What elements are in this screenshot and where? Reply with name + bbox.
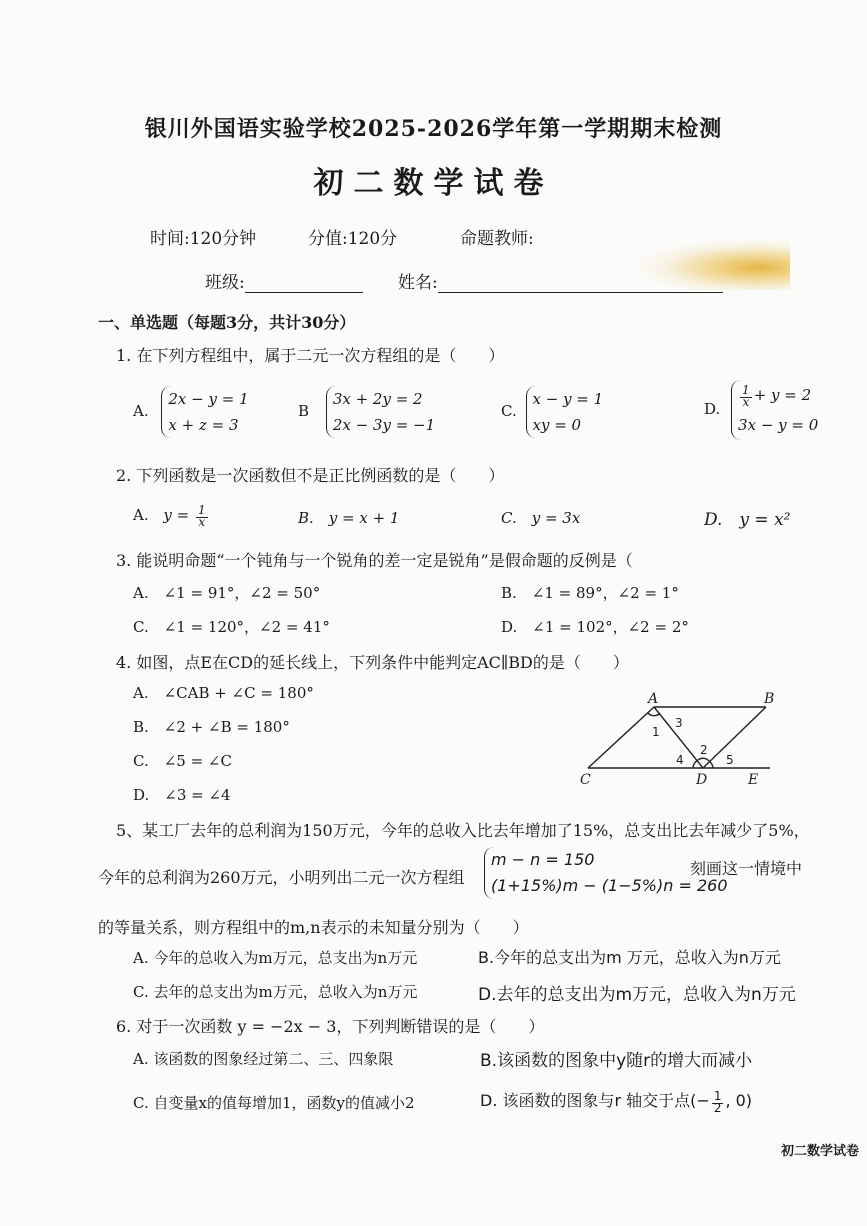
q1-option-a: A. 2x − y = 1 x + z = 3	[133, 386, 249, 438]
q5-line2-tail: 刻画这一情境中	[690, 859, 803, 878]
angle-arc	[648, 713, 660, 716]
angle-label-1: 1	[652, 725, 660, 739]
q2-option-a: A. $y = \frac{1}{x}$	[133, 503, 206, 529]
geometry-figure	[570, 690, 800, 790]
point-label-c: C	[580, 772, 591, 788]
angle-label-4: 4	[676, 753, 684, 767]
angle-label-2: 2	[700, 743, 708, 757]
q6-option-d: D. 该函数的图象与r 轴交于点(− $\frac{1}{2}$ , 0)	[480, 1088, 753, 1115]
angle-arc	[693, 760, 698, 768]
q5-option-d: D.去年的总支出为m万元，总收入为n万元	[478, 985, 796, 1005]
q3-option-c: C. ∠1 = 120°，∠2 = 41°	[133, 618, 330, 636]
angle-label-5: 5	[726, 753, 734, 767]
q3-stem: 3. 能说明命题“一个钝角与一个锐角的差一定是锐角”是假命题的反例是（	[116, 551, 633, 570]
angle-arc	[698, 758, 709, 761]
exam-title: 初二数学试卷	[313, 166, 554, 201]
exam-teacher: 命题教师:	[460, 229, 534, 249]
angle-label-3: 3	[675, 716, 683, 730]
exam-time: 时间:120分钟	[150, 229, 257, 249]
q6-option-a: A. 该函数的图象经过第二、三、四象限	[133, 1050, 394, 1068]
equation-system: $\frac{1}{x} + y = 2$ 3x − y = 0	[731, 380, 818, 440]
q1-option-d: D. $\frac{1}{x} + y = 2$ 3x − y = 0	[704, 380, 818, 440]
fraction: $\frac{1}{x}$	[742, 383, 750, 409]
name-label: 姓名:	[398, 273, 438, 293]
line-ac	[588, 707, 654, 768]
q1-option-b: B 3x + 2y = 2 2x − 3y = −1	[298, 386, 435, 438]
stain-mark	[640, 240, 790, 290]
q2-option-b: B. y = x + 1	[298, 509, 400, 527]
school-title: 银川外国语实验学校2025-2026学年第一学期期末检测	[144, 116, 723, 142]
angle-arc	[709, 761, 713, 768]
q6-option-b: B.该函数的图象中y随r的增大而减小	[480, 1051, 753, 1071]
q5-equation-system: m − n = 150 (1+15%)m − (1−5%)n = 260	[484, 847, 728, 899]
q6-option-c: C. 自变量x的值每增加1，函数y的值减小2	[133, 1094, 415, 1112]
q4-option-d: D. ∠3 = ∠4	[133, 786, 231, 804]
q4-option-c: C. ∠5 = ∠C	[133, 752, 232, 770]
q4-option-a: A. ∠CAB + ∠C = 180°	[133, 684, 314, 702]
q6-stem: 6. 对于一次函数 y = −2x − 3，下列判断错误的是（ ）	[116, 1017, 545, 1036]
q3-option-d: D. ∠1 = 102°，∠2 = 2°	[501, 618, 689, 636]
q5-option-c: C. 去年的总支出为m万元，总收入为n万元	[133, 983, 418, 1001]
q1-stem: 1. 在下列方程组中，属于二元一次方程组的是（ ）	[116, 346, 505, 365]
q2-option-c: C. y = 3x	[501, 509, 581, 527]
q4-stem: 4. 如图，点E在CD的延长线上，下列条件中能判定AC∥BD的是（ ）	[116, 653, 629, 672]
q3-option-b: B. ∠1 = 89°，∠2 = 1°	[501, 584, 679, 602]
line-bd	[703, 707, 766, 768]
q5-line3: 的等量关系，则方程组中的m,n表示的未知量分别为（ ）	[98, 918, 529, 937]
class-blank	[245, 274, 363, 293]
equation-system: x − y = 1 xy = 0	[526, 386, 604, 438]
point-label-b: B	[764, 691, 775, 707]
q5-line2: 今年的总利润为260万元，小明列出二元一次方程组	[98, 868, 465, 887]
equation-system: 2x − y = 1 x + z = 3	[161, 386, 248, 438]
q5-option-a: A. 今年的总收入为m万元，总支出为n万元	[133, 949, 418, 967]
section-title: 一、单选题（每题3分，共计30分）	[98, 313, 356, 332]
q1-option-c: C. x − y = 1 xy = 0	[501, 386, 603, 438]
equation-system: 3x + 2y = 2 2x − 3y = −1	[326, 386, 435, 438]
exam-score: 分值:120分	[308, 229, 398, 249]
q2-option-d: D. y = x²	[704, 510, 791, 530]
q3-option-a: A. ∠1 = 91°，∠2 = 50°	[133, 584, 321, 602]
fraction: $\frac{1}{2}$	[713, 1088, 722, 1115]
fraction: $\frac{1}{x}$	[197, 503, 206, 529]
page-footer: 初二数学试卷	[780, 1144, 859, 1159]
q4-option-b: B. ∠2 + ∠B = 180°	[133, 718, 290, 736]
q2-stem: 2. 下列函数是一次函数但不是正比例函数的是（ ）	[116, 466, 505, 485]
class-label: 班级:	[205, 273, 245, 293]
point-label-d: D	[696, 772, 708, 788]
point-label-e: E	[748, 772, 759, 788]
point-label-a: A	[648, 691, 659, 707]
q5-line1: 5、某工厂去年的总利润为150万元，今年的总收入比去年增加了15%，总支出比去年减少了5%，	[116, 821, 810, 840]
class-field	[205, 268, 363, 293]
q5-option-b: B.今年的总支出为m 万元，总收入为n万元	[478, 948, 781, 967]
